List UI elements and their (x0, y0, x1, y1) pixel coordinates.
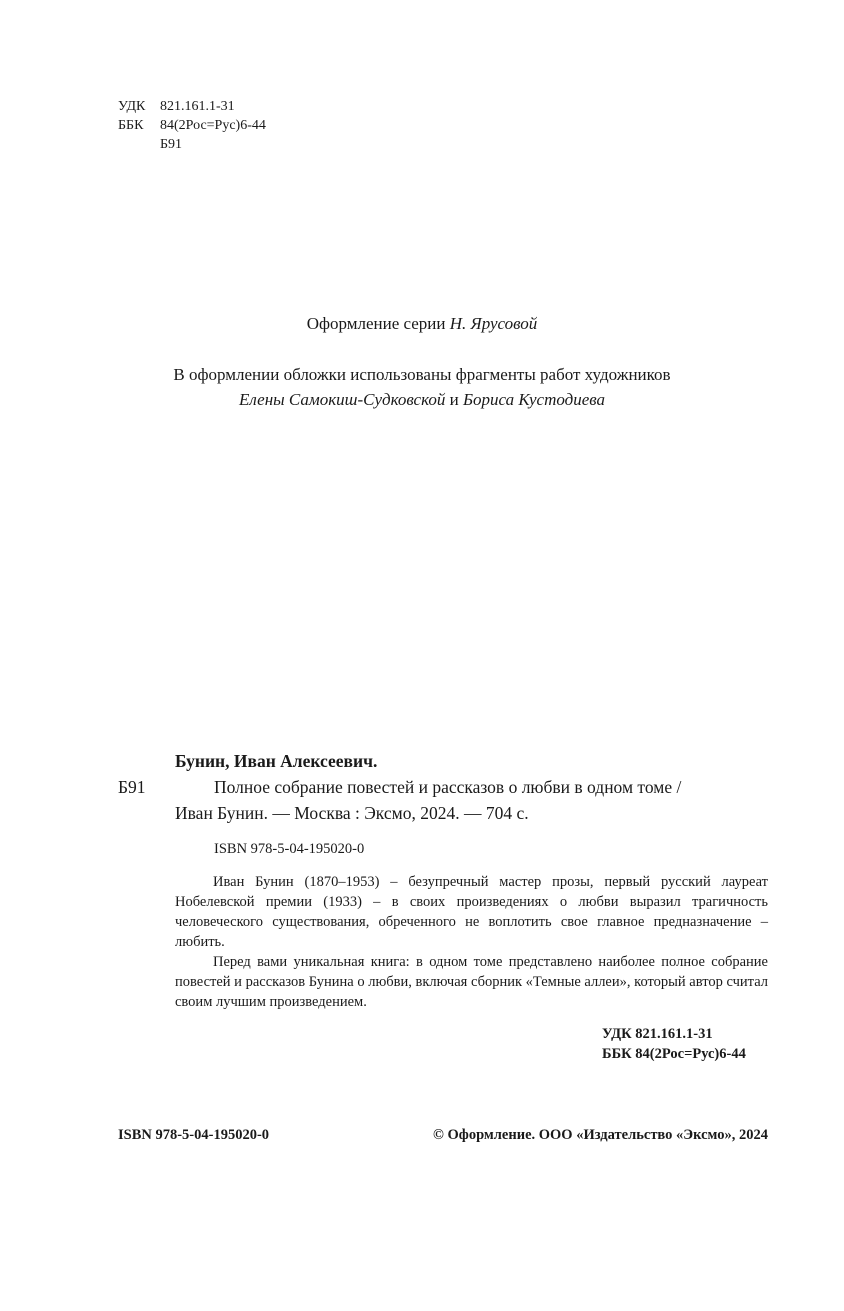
abstract-paragraph-2: Перед вами уникальная книга: в одном томе представлено наиболее полное собрание повестей и рассказов Бунина о любви, включая сборник «Темные аллеи», который автор считал своим лучшим произведением. (175, 954, 768, 1010)
udk-value: 821.161.1-31 (160, 99, 235, 114)
footer-copyright: © Оформление. ООО «Издательство «Эксмо», 2024 (433, 1127, 768, 1143)
bbk-label: ББК (118, 118, 144, 133)
artist-2: Бориса Кустодиева (463, 390, 606, 409)
catalog-udk: УДК 821.161.1-31 (602, 1026, 713, 1042)
top-udk-line (118, 97, 235, 116)
top-bbk-line (118, 116, 266, 135)
cover-artists-line (0, 390, 844, 410)
top-author-mark: Б91 (160, 137, 183, 152)
series-design-prefix: Оформление серии (306, 314, 446, 333)
catalog-title-line-2: Иван Бунин. — Москва : Эксмо, 2024. — 704 с. (175, 803, 529, 823)
udk-label: УДК (118, 99, 146, 114)
series-designer-name: Н. Ярусовой (449, 314, 538, 333)
artist-1: Елены Самокиш-Судковской (238, 390, 446, 409)
bbk-value: 84(2Рос=Рус)6-44 (160, 118, 266, 133)
abstract-paragraph-1: Иван Бунин (1870–1953) – безупречный мастер прозы, первый русский лауреат Нобелевской премии (1933) – в своих произведениях о любви выразил трагичность человеческого существования, обреченного не воплотить свое главное предназначение – любить. (175, 874, 768, 950)
artists-conjunction: и (449, 390, 459, 409)
catalog-author-heading: Бунин, Иван Алексеевич. (175, 751, 378, 771)
catalog-bbk: ББК 84(2Рос=Рус)6-44 (602, 1046, 746, 1062)
cover-credit-line: В оформлении обложки использованы фрагменты работ художников (173, 365, 671, 384)
series-design-credit (0, 314, 844, 334)
catalog-isbn: ISBN 978-5-04-195020-0 (214, 841, 365, 857)
footer-isbn: ISBN 978-5-04-195020-0 (118, 1127, 270, 1143)
catalog-abstract (175, 872, 768, 1012)
catalog-mark: Б91 (118, 777, 146, 797)
catalog-title-line-1: Полное собрание повестей и рассказов о любви в одном томе / (214, 777, 682, 797)
